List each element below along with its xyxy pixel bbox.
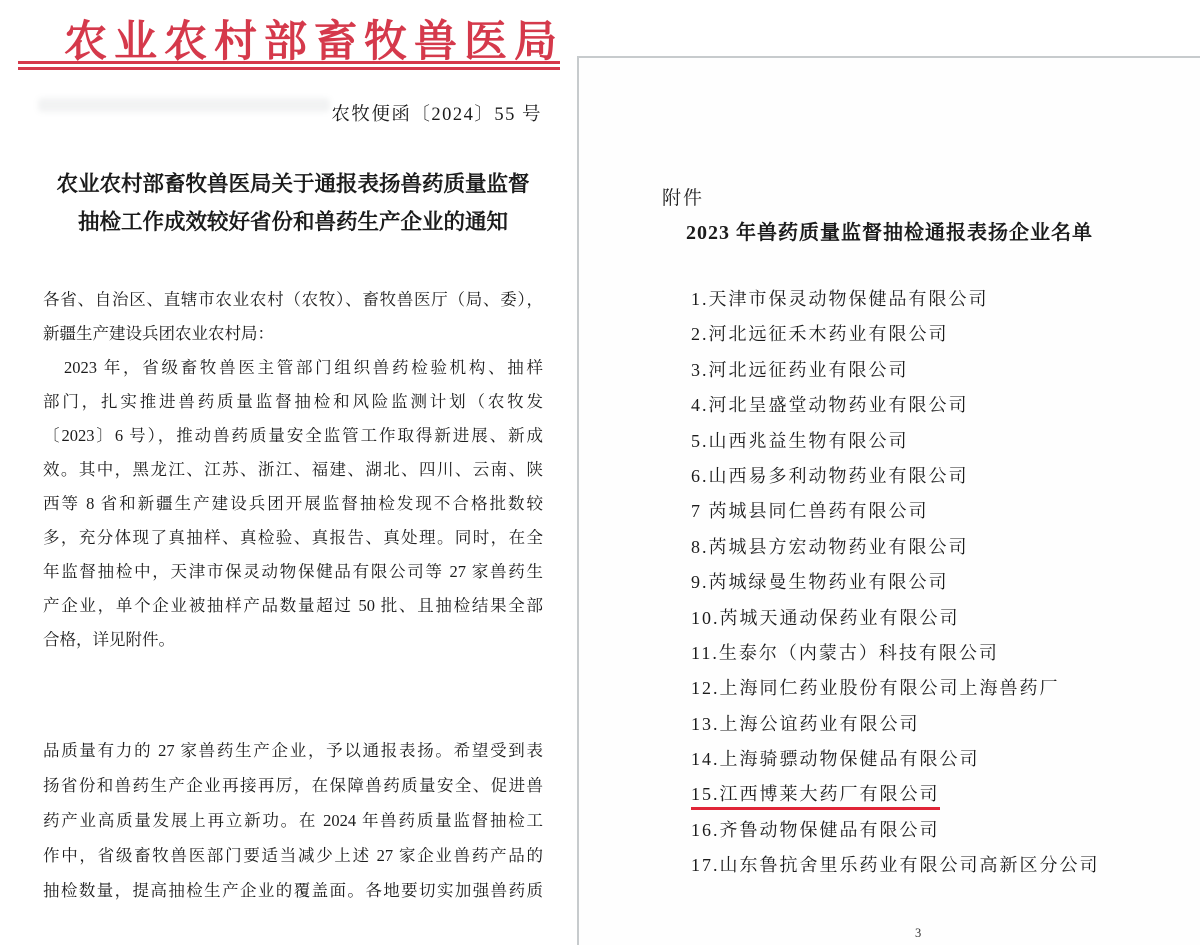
- company-name: 8.芮城县方宏动物药业有限公司: [691, 536, 969, 557]
- list-item: [691, 388, 1192, 423]
- list-item: [691, 565, 1192, 600]
- company-name: 2.河北远征禾木药业有限公司: [691, 324, 949, 345]
- list-item: [691, 424, 1192, 459]
- company-name: 13.上海公谊药业有限公司: [691, 713, 920, 734]
- body-line: 部门，扎实推进兽药质量监督抽检和风险监测计划（农牧发: [43, 392, 543, 411]
- list-item: [691, 353, 1192, 388]
- letterhead-double-rule: [18, 61, 560, 70]
- body-line: 〔2023〕6 号），推动兽药质量安全监管工作取得新进展、新成: [43, 426, 543, 445]
- company-name: 12.上海同仁药业股份有限公司上海兽药厂: [691, 678, 1060, 699]
- body-line: 药产业高质量发展上再立新功。在 2024 年兽药质量监督抽检工: [43, 811, 543, 830]
- company-name: 4.河北呈盛堂动物药业有限公司: [691, 395, 969, 416]
- notice-title-line-1: 农业农村部畜牧兽医局关于通报表扬兽药质量监督: [56, 172, 530, 196]
- body-line: 年监督抽检中，天津市保灵动物保健品有限公司等 27 家兽药生: [43, 562, 543, 581]
- company-name: 7 芮城县同仁兽药有限公司: [691, 501, 929, 522]
- list-item: [691, 601, 1192, 636]
- body-line: 2023 年，省级畜牧兽医主管部门组织兽药检验机构、抽样: [64, 358, 543, 377]
- list-item: [691, 636, 1192, 671]
- company-name: 3.河北远征药业有限公司: [691, 359, 909, 380]
- attachment-list-title: 2023 年兽药质量监督抽检通报表扬企业名单: [686, 222, 1093, 244]
- list-item: [691, 530, 1192, 565]
- company-name: 10.芮城天通动保药业有限公司: [691, 607, 960, 628]
- company-name: 1.天津市保灵动物保健品有限公司: [691, 289, 989, 309]
- company-name: 16.齐鲁动物保健品有限公司: [691, 819, 940, 840]
- list-item: [691, 459, 1192, 494]
- list-item: [691, 742, 1192, 777]
- company-list: [691, 282, 1192, 884]
- body-line: 西等 8 省和新疆生产建设兵团开展监督抽检发现不合格批数较: [43, 494, 543, 513]
- list-item: [691, 494, 1192, 529]
- notice-body-paragraph-1: [43, 283, 543, 657]
- notice-page: [0, 0, 578, 945]
- company-name: 9.芮城绿曼生物药业有限公司: [691, 572, 949, 593]
- body-line: 效。其中，黑龙江、江苏、浙江、福建、湖北、四川、云南、陕: [43, 460, 543, 479]
- attachment-label: 附件: [662, 188, 705, 209]
- company-name: 11.生泰尔（内蒙古）科技有限公司: [691, 642, 999, 663]
- body-line: 产企业，单个企业被抽样产品数量超过 50 批、且抽检结果全部: [43, 596, 543, 615]
- letterhead-title: 农业农村部畜牧兽医局: [64, 19, 564, 66]
- notice-body-paragraph-2: [43, 733, 543, 908]
- attachment-page: [577, 56, 1200, 945]
- list-item-highlighted: [691, 777, 1192, 812]
- company-name: 6.山西易多利动物药业有限公司: [691, 465, 969, 486]
- list-item: [691, 282, 1192, 317]
- body-line: 合格，详见附件。: [43, 630, 175, 649]
- company-name: 17.山东鲁抗舍里乐药业有限公司高新区分公司: [691, 855, 1100, 876]
- body-line: 多，充分体现了真抽样、真检验、真报告、真处理。同时，在全: [43, 528, 543, 547]
- list-item: [691, 317, 1192, 352]
- list-item: [691, 707, 1192, 742]
- list-item: [691, 671, 1192, 706]
- body-line: 新疆生产建设兵团农业农村局：: [43, 324, 274, 343]
- document-number: 农牧便函〔2024〕55 号: [331, 105, 542, 125]
- page-number: 3: [915, 926, 922, 940]
- body-line: 作中，省级畜牧兽医部门要适当减少上述 27 家企业兽药产品的: [43, 846, 543, 865]
- body-line: 抽检数量，提高抽检生产企业的覆盖面。各地要切实加强兽药质: [43, 881, 543, 900]
- body-line: 各省、自治区、直辖市农业农村（农牧）、畜牧兽医厅（局、委），: [43, 290, 543, 309]
- notice-title-line-2: 抽检工作成效较好省份和兽药生产企业的通知: [77, 210, 508, 234]
- notice-title: [43, 165, 543, 241]
- body-line: 扬省份和兽药生产企业再接再厉，在保障兽药质量安全、促进兽: [43, 776, 543, 795]
- company-name: 5.山西兆益生物有限公司: [691, 430, 909, 451]
- list-item: [691, 813, 1192, 848]
- company-name-underlined: 15.江西博莱大药厂有限公司: [691, 780, 940, 810]
- list-item: [691, 848, 1192, 883]
- body-line: 品质量有力的 27 家兽药生产企业，予以通报表扬。希望受到表: [43, 741, 543, 760]
- company-name: 14.上海骑骠动物保健品有限公司: [691, 749, 980, 770]
- ink-bleed-artifact: [38, 98, 330, 112]
